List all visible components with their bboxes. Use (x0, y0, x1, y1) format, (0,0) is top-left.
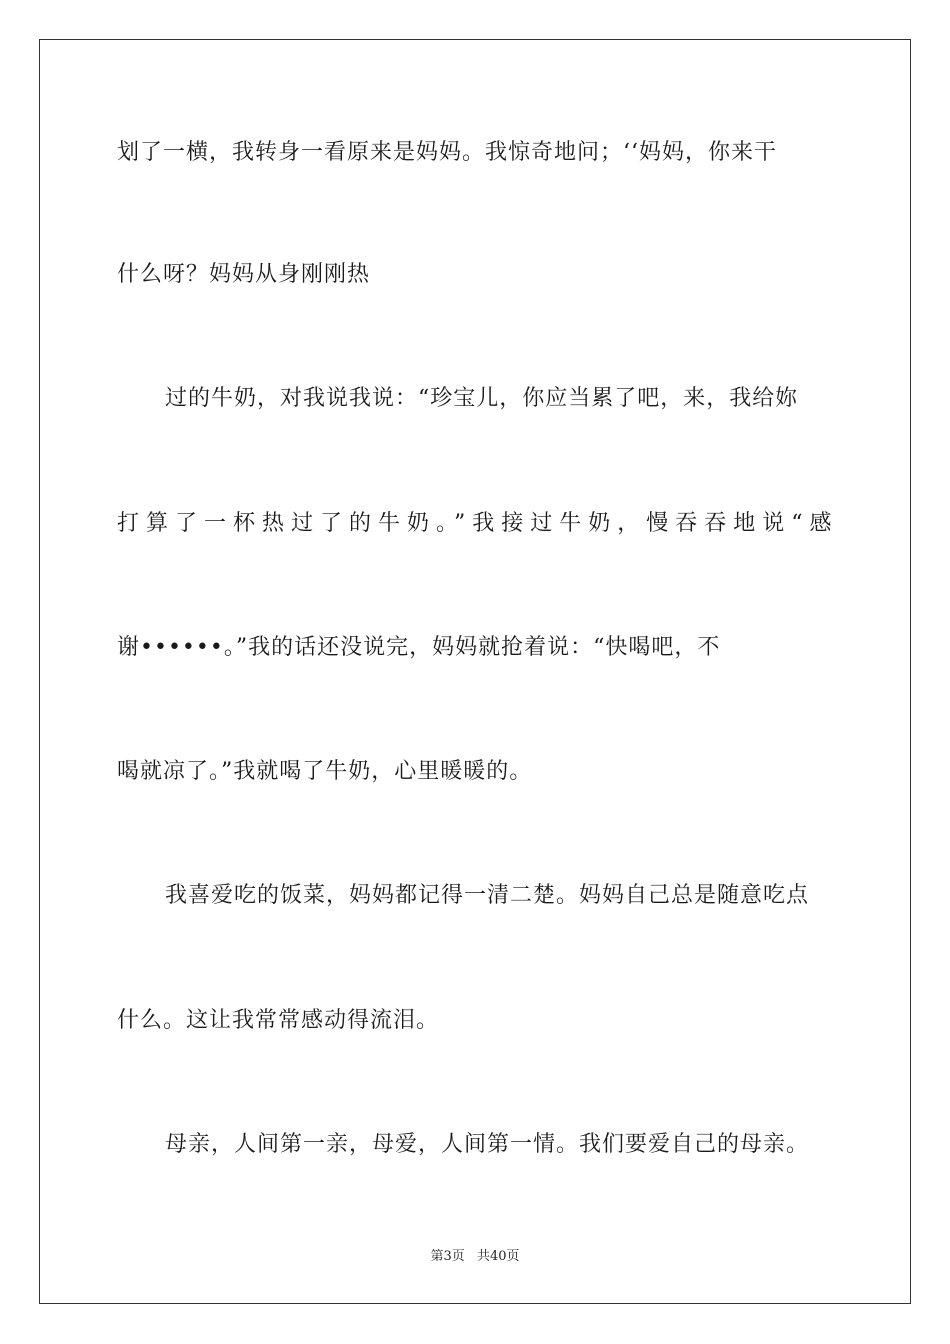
total-pages: 共40页 (476, 1249, 520, 1264)
paragraph-start-line: 我喜爱吃的饭菜，妈妈都记得一清二楚。妈妈自己总是随意吃点 (165, 883, 810, 908)
paragraph-start-line: 过的牛奶，对我说我说：“珍宝儿，你应当累了吧，来，我给妳 (165, 386, 799, 411)
page-border (39, 39, 911, 1304)
page-footer (0, 1248, 950, 1266)
text-line: 什么。这让我常常感动得流泪。 (117, 1008, 440, 1033)
text-line: 谢••••••。”我的话还没说完，妈妈就抢着说：“快喝吧，不 (117, 635, 721, 660)
text-line: 什么呀？妈妈从身刚刚热 (117, 262, 371, 287)
text-line: 打算了一杯热过了的牛奶。”我接过牛奶，慢吞吞地说“感 (117, 511, 839, 536)
page-number: 第3页 (430, 1249, 465, 1264)
text-line: 划了一横，我转身一看原来是妈妈。我惊奇地问；‘‘妈妈，你来干 (117, 140, 777, 165)
paragraph-start-line: 母亲，人间第一亲，母爱，人间第一情。我们要爱自己的母亲。 (165, 1132, 810, 1157)
text-line: 喝就凉了。”我就喝了牛奶，心里暖暖的。 (117, 759, 533, 784)
